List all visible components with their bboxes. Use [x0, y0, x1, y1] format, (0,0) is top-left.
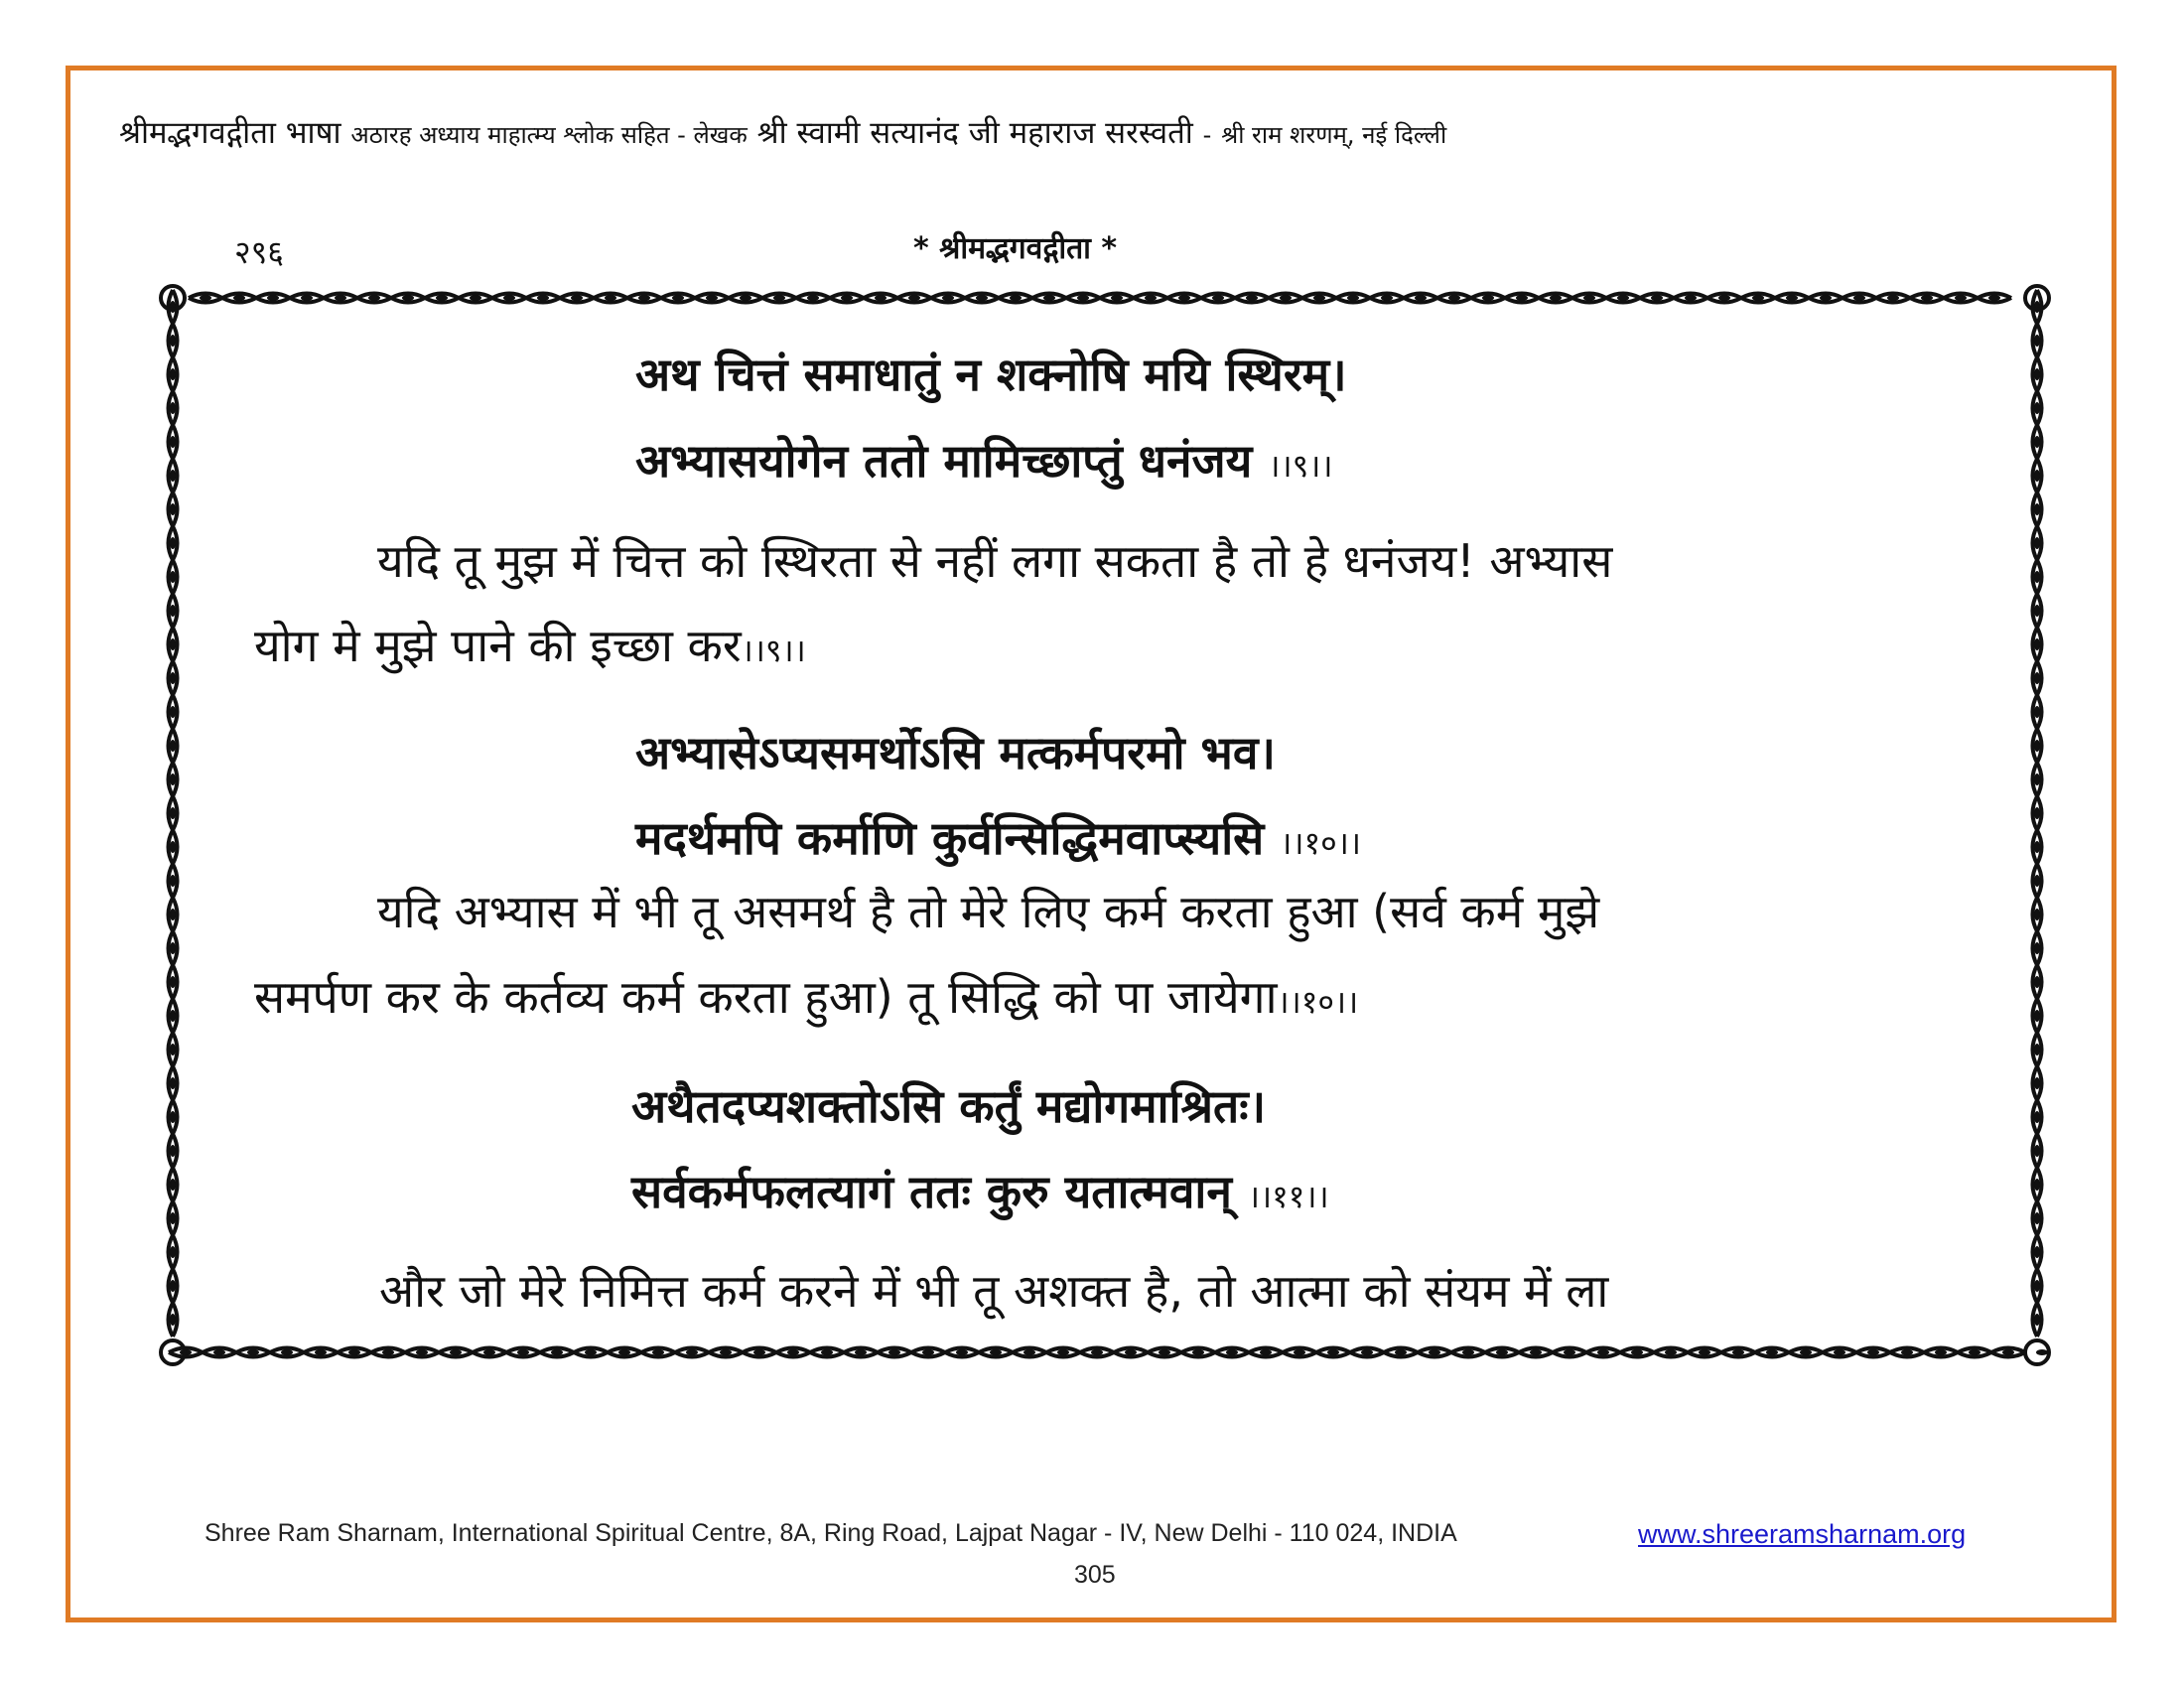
translation-9-line-1: यदि तू मुझ में चित्त को स्थिरता से नहीं लगा सकता है तो हे धनंजय! अभ्यास — [377, 534, 1613, 588]
translation-10-line-1: यदि अभ्यास में भी तू असमर्थ है तो मेरे लिए कर्म करता हुआ (सर्व कर्म मुझे — [377, 885, 1600, 938]
footer-website-link[interactable]: www.shreeramsharnam.org — [1638, 1519, 1967, 1549]
verse-9-number: ।।९।। — [1268, 447, 1333, 485]
header-subtitle: अठारह अध्याय माहात्म्य श्लोक सहित - लेखक — [350, 121, 748, 149]
verse-11-number: ।।११।। — [1247, 1178, 1329, 1215]
verse-10-line-1: अभ्यासेऽप्यसमर्थोऽसि मत्कर्मपरमो भव। — [635, 726, 1276, 779]
header-title: श्रीमद्भगवद्गीता भाषा — [119, 115, 341, 151]
verse-11-line-2-text: सर्वकर्मफलत्यागं ततः कुरु यतात्मवान् — [631, 1165, 1232, 1218]
document-header — [119, 111, 2065, 157]
header-author: श्री स्वामी सत्यानंद जी महाराज सरस्वती — [756, 115, 1193, 151]
header-separator: - — [1202, 121, 1212, 149]
translation-10-number: ।।१०।। — [1277, 983, 1359, 1021]
verse-11-line-1: अथैतदप्यशक्तोऽसि कर्तुं मद्योगमाश्रितः। — [631, 1079, 1266, 1133]
verse-10-line-2 — [635, 806, 1361, 868]
translation-10-line-2-text: समर्पण कर के कर्तव्य कर्म करता हुआ) तू सिद्धि को पा जायेगा — [254, 970, 1278, 1024]
verse-9-line-2 — [635, 429, 1333, 491]
translation-9-line-2 — [254, 614, 806, 675]
translation-10-line-2 — [254, 965, 1358, 1027]
verse-10-line-2-text: मदर्थमपि कर्माणि कुर्वन्सिद्धिमवाप्स्यसि — [635, 811, 1265, 865]
scan-running-head: * श्रीमद्भगवद्गीता * — [913, 231, 1118, 266]
verse-9-line-1: अथ चित्तं समाधातुं न शक्नोषि मयि स्थिरम्। — [635, 348, 1347, 401]
footer-page-number: 305 — [1074, 1561, 1116, 1589]
translation-11-line-1: और जो मेरे निमित्त कर्म करने में भी तू अशक्त है, तो आत्मा को संयम में ला — [379, 1264, 1609, 1318]
scan-page-number: २९६ — [234, 233, 284, 271]
verse-10-number: ।।१०।। — [1280, 824, 1362, 862]
translation-9-line-2-text: योग मे मुझे पाने की इच्छा कर — [254, 619, 742, 672]
footer-address: Shree Ram Sharnam, International Spiritual Centre, 8A, Ring Road, Lajpat Nagar - IV, New Delhi - 110 024, INDIA — [205, 1519, 1457, 1547]
verse-11-line-2 — [631, 1160, 1329, 1221]
verse-9-line-2-text: अभ्यासयोगेन ततो मामिच्छाप्तुं धनंजय — [635, 434, 1253, 488]
translation-9-number: ।।९।। — [741, 632, 806, 669]
header-publisher: श्री राम शरणम्, नई दिल्ली — [1221, 121, 1447, 149]
